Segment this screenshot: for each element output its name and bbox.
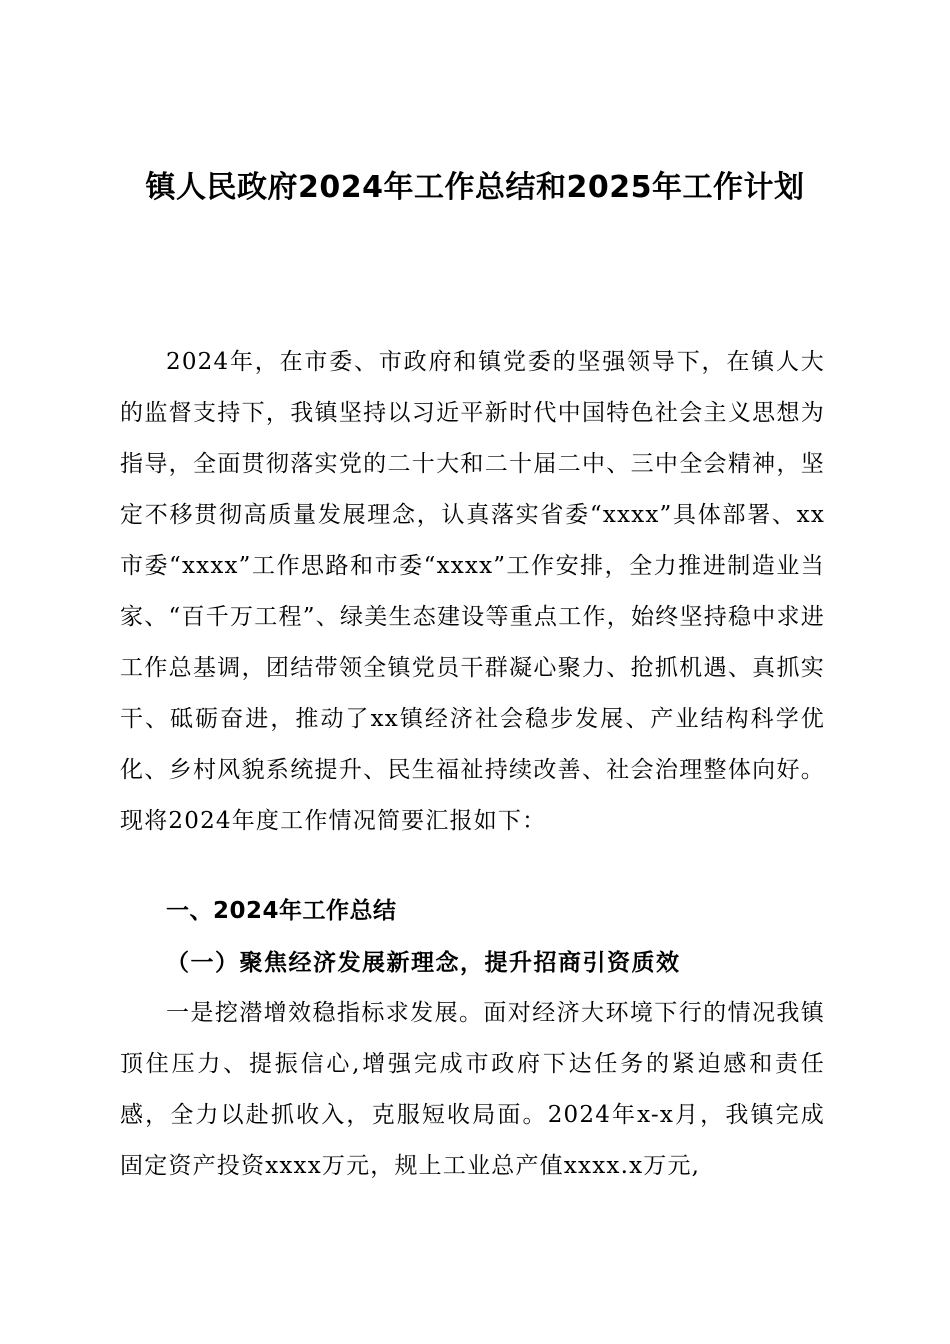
body-paragraph: 一是挖潜增效稳指标求发展。面对经济大环境下行的情况我镇顶住压力、提振信心,增强完成市政府下达任务的紧迫感和责任感，全力以赴抓收入，克服短收局面。2024年x-x月，我镇完成固定资产投资xxxx万元，规上工业总产值xxxx.x万元,	[120, 1000, 825, 1179]
subsection-heading: （一）聚焦经济发展新理念，提升招商引资质效	[166, 949, 681, 976]
section-heading: 一、2024年工作总结	[166, 898, 397, 924]
intro-paragraph: 2024年，在市委、市政府和镇党委的坚强领导下，在镇人大的监督支持下，我镇坚持以习近平新时代中国特色社会主义思想为指导，全面贯彻落实党的二十大和二十届二中、三中全会精神，坚定不移贯彻高质量发展理念，认真落实省委“xxxx”具体部署、xx市委“xxxx”工作思路和市委“xxxx”工作安排，全力推进制造业当家、“百千万工程”、绿美生态建设等重点工作，始终坚持稳中求进工作总基调，团结带领全镇党员干群凝心聚力、抢抓机遇、真抓实干、砥砺奋进，推动了xx镇经济社会稳步发展、产业结构科学优化、乡村风貌系统提升、民生福祉持续改善、社会治理整体向好。现将2024年度工作情况简要汇报如下：	[120, 349, 825, 834]
document-title: 镇人民政府2024年工作总结和2025年工作计划	[145, 170, 805, 205]
